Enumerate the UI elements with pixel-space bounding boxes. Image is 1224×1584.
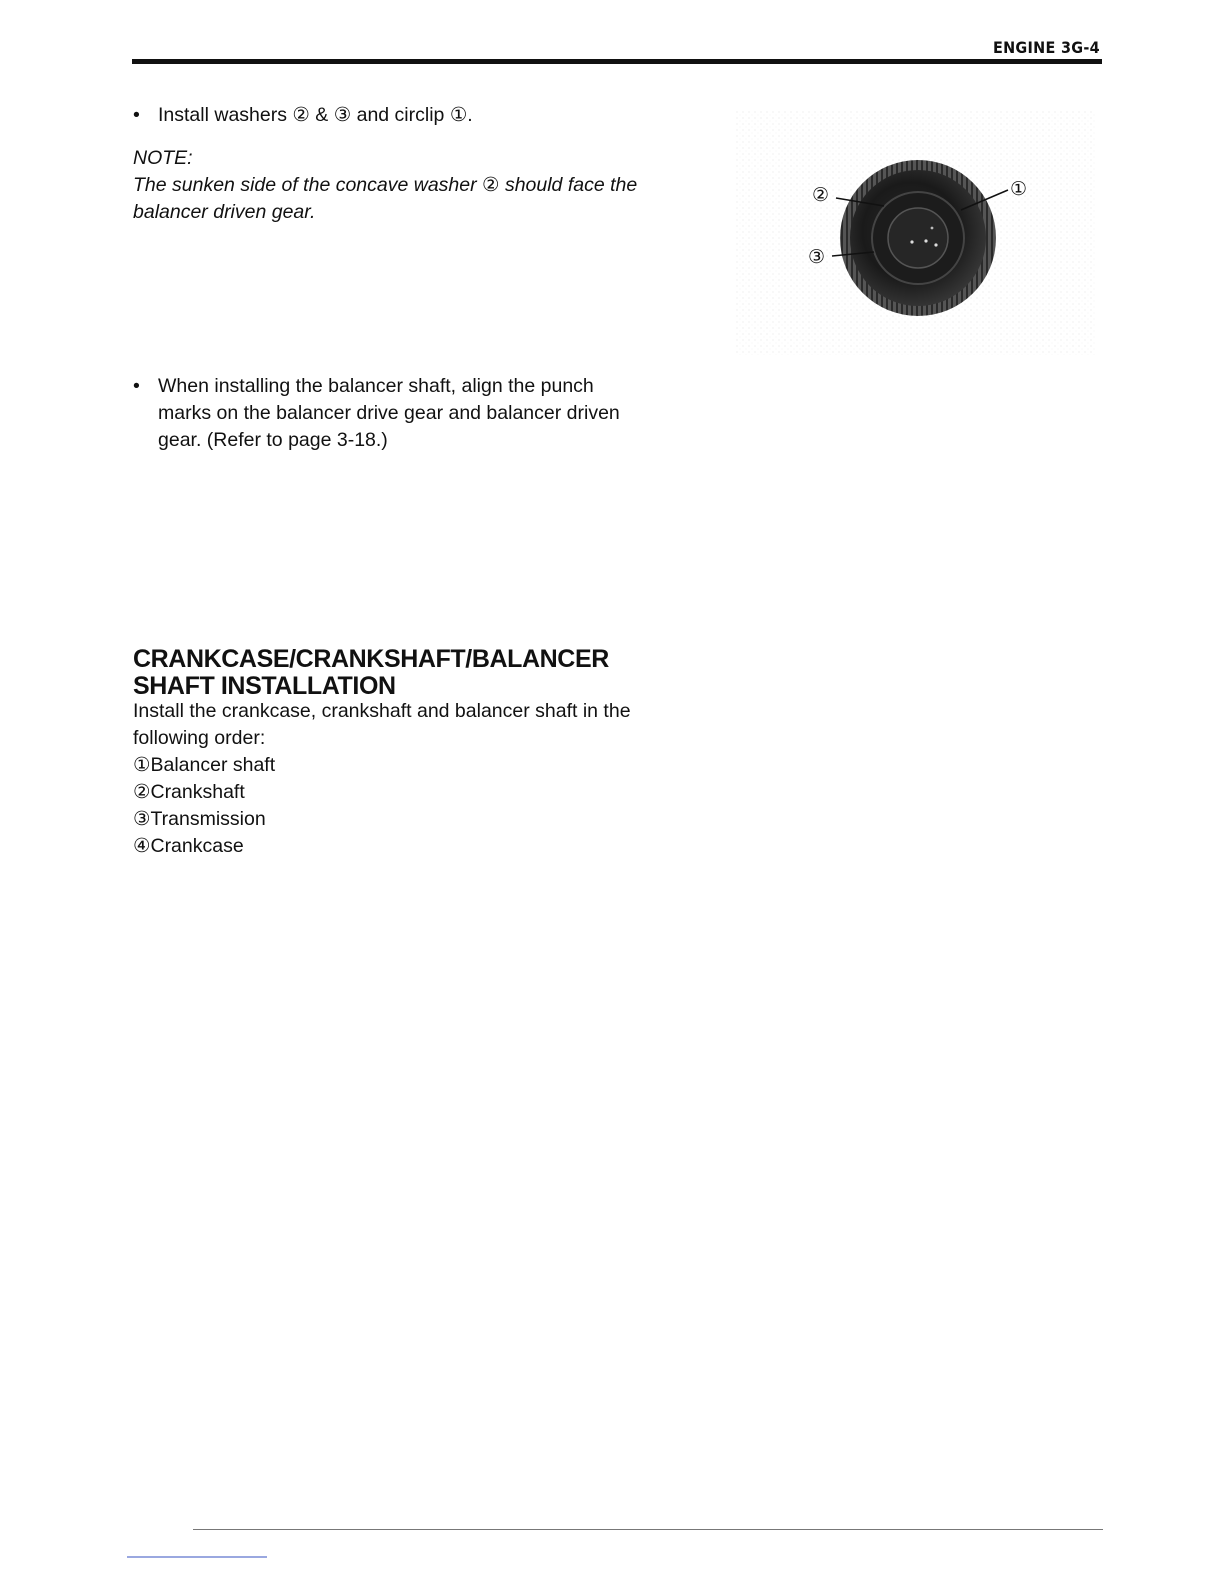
section-body: [133, 698, 703, 860]
section-intro-line-2: following order:: [133, 727, 266, 749]
order-item-crankshaft: ②Crankshaft: [133, 781, 245, 803]
order-item-crankcase: ④Crankcase: [133, 835, 244, 857]
page-header-section: ENGINE 3G-4: [992, 38, 1100, 57]
note-line-2: balancer driven gear.: [133, 201, 316, 223]
callout-label-3: ③: [808, 247, 826, 268]
order-item-transmission: ③Transmission: [133, 808, 266, 830]
step-align-line-2: marks on the balancer drive gear and balancer driven: [158, 402, 620, 424]
header-rule: [132, 59, 1102, 64]
order-item-balancer-shaft: ①Balancer shaft: [133, 754, 276, 776]
step-align-punch-marks: [133, 373, 703, 454]
section-heading-line-1: CRANKCASE/CRANKSHAFT/BALANCER: [133, 645, 609, 673]
note-label: NOTE:: [133, 147, 193, 169]
section-heading: [133, 646, 609, 700]
bullet-icon: •: [133, 375, 140, 397]
footer-rule: [193, 1529, 1103, 1530]
note-line-1: The sunken side of the concave washer ② should face the: [133, 174, 638, 196]
callout-label-2: ②: [812, 185, 830, 206]
bullet-icon: •: [133, 104, 140, 126]
note-block: [133, 145, 703, 226]
step-install-washers: [133, 102, 703, 129]
callout-label-1: ①: [1010, 179, 1028, 200]
section-heading-line-2: SHAFT INSTALLATION: [133, 672, 396, 700]
step-align-line-3: gear. (Refer to page 3-18.): [158, 429, 388, 451]
circlip: [888, 208, 948, 268]
gear-photo-figure: [736, 110, 1096, 355]
footer-link-underline: [127, 1556, 267, 1558]
section-intro-line-1: Install the crankcase, crankshaft and balancer shaft in the: [133, 700, 631, 722]
step-align-line-1: When installing the balancer shaft, align the punch: [158, 375, 594, 397]
step-install-washers-text: Install washers ② & ③ and circlip ①.: [158, 104, 473, 126]
